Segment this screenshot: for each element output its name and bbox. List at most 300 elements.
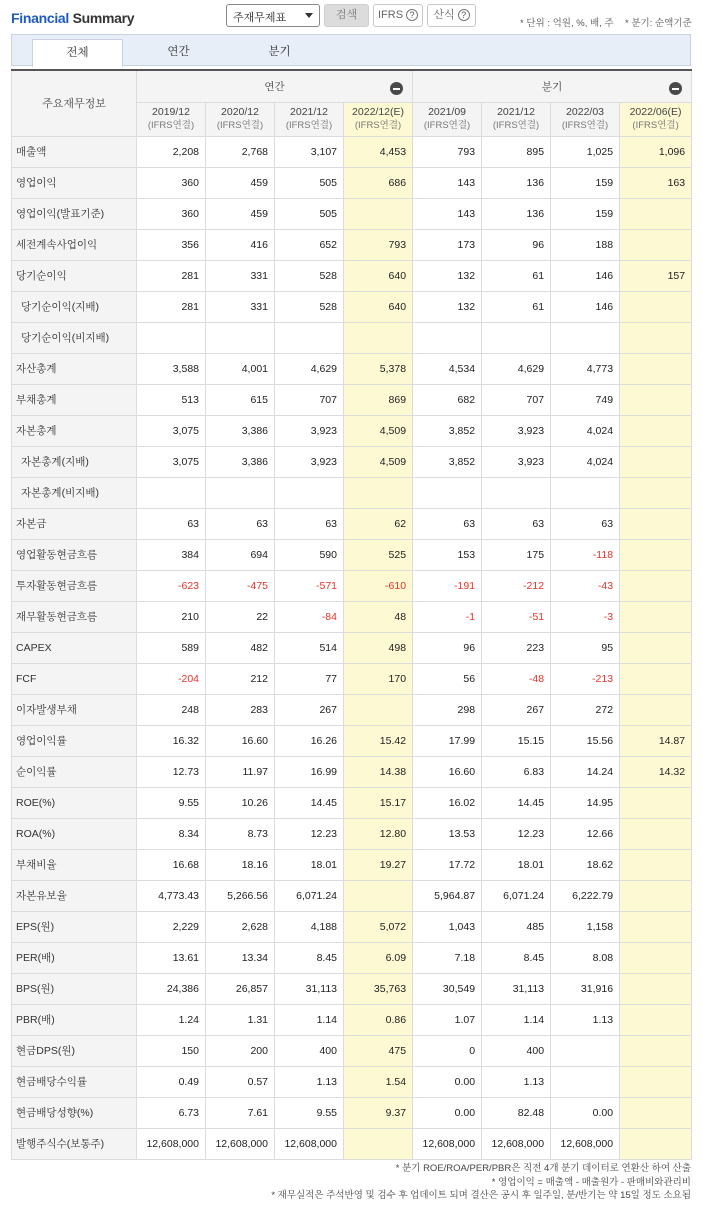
table-cell: 146 — [551, 291, 620, 322]
basis-label: (IFRS연결) — [561, 120, 609, 131]
table-cell: 1,096 — [620, 136, 692, 167]
table-cell: 159 — [551, 167, 620, 198]
table-cell: 3,852 — [413, 415, 482, 446]
row-label[interactable]: 이자발생부채 — [12, 694, 137, 725]
table-cell: 18.01 — [275, 849, 344, 880]
table-cell — [344, 880, 413, 911]
table-cell: 0.00 — [413, 1066, 482, 1097]
table-cell: 400 — [275, 1035, 344, 1066]
period-label: 2021/12 — [290, 106, 328, 118]
table-cell: 1,043 — [413, 911, 482, 942]
table-cell: -213 — [551, 663, 620, 694]
table-cell: 61 — [482, 291, 551, 322]
table-cell: 96 — [413, 632, 482, 663]
table-cell: 640 — [344, 291, 413, 322]
table-cell: -571 — [275, 570, 344, 601]
table-cell: 1.13 — [551, 1004, 620, 1035]
table-cell: 19.27 — [344, 849, 413, 880]
table-cell: 459 — [206, 198, 275, 229]
table-row — [12, 1066, 692, 1097]
row-label[interactable]: 당기순이익 — [12, 260, 137, 291]
table-cell: 8.45 — [482, 942, 551, 973]
table-cell: 170 — [344, 663, 413, 694]
basis-label: (IFRS연결) — [423, 120, 471, 131]
table-cell: 6,222.79 — [551, 880, 620, 911]
table-cell: 48 — [344, 601, 413, 632]
table-cell: 640 — [344, 260, 413, 291]
table-cell: 6.73 — [137, 1097, 206, 1128]
table-cell: -212 — [482, 570, 551, 601]
table-cell — [620, 849, 692, 880]
table-cell — [137, 477, 206, 508]
table-cell: 15.17 — [344, 787, 413, 818]
table-cell: 62 — [344, 508, 413, 539]
table-cell — [620, 942, 692, 973]
table-cell: 200 — [206, 1035, 275, 1066]
table-cell: 5,266.56 — [206, 880, 275, 911]
period-header — [482, 102, 551, 136]
title-financial: Financial — [11, 10, 69, 26]
table-row — [12, 880, 692, 911]
period-label: 2019/12 — [152, 106, 190, 118]
table-cell: 31,916 — [551, 973, 620, 1004]
table-cell: 4,509 — [344, 446, 413, 477]
table-cell — [620, 384, 692, 415]
row-label[interactable]: 영업이익 — [12, 167, 137, 198]
table-cell: 1.31 — [206, 1004, 275, 1035]
table-cell: 590 — [275, 539, 344, 570]
table-cell: 6,071.24 — [275, 880, 344, 911]
table-cell — [620, 446, 692, 477]
table-cell: 15.56 — [551, 725, 620, 756]
table-cell: 4,509 — [344, 415, 413, 446]
table-cell: 12.73 — [137, 756, 206, 787]
table-cell: 22 — [206, 601, 275, 632]
table-cell: 16.32 — [137, 725, 206, 756]
table-cell: 63 — [551, 508, 620, 539]
table-row — [12, 601, 692, 632]
table-row — [12, 725, 692, 756]
table-cell: 14.24 — [551, 756, 620, 787]
basis-label: (IFRS연결) — [216, 120, 264, 131]
table-cell: 12.66 — [551, 818, 620, 849]
table-row — [12, 384, 692, 415]
table-cell: 4,629 — [482, 353, 551, 384]
table-cell: 24,386 — [137, 973, 206, 1004]
table-cell: 4,773.43 — [137, 880, 206, 911]
table-cell — [275, 322, 344, 353]
table-cell: 283 — [206, 694, 275, 725]
table-row — [12, 942, 692, 973]
table-cell: 0.49 — [137, 1066, 206, 1097]
row-label[interactable]: 부채총계 — [12, 384, 137, 415]
period-header — [344, 102, 413, 136]
table-row — [12, 477, 692, 508]
table-cell: 175 — [482, 539, 551, 570]
table-cell: 749 — [551, 384, 620, 415]
table-row — [12, 136, 692, 167]
table-cell — [620, 477, 692, 508]
table-cell: 615 — [206, 384, 275, 415]
table-cell — [551, 1066, 620, 1097]
table-cell: 12,608,000 — [413, 1128, 482, 1159]
table-cell: 459 — [206, 167, 275, 198]
tab-annual[interactable]: 연간 — [167, 46, 190, 58]
table-cell: 3,075 — [137, 415, 206, 446]
table-cell: 4,024 — [551, 446, 620, 477]
table-cell: 1.14 — [482, 1004, 551, 1035]
table-cell: 793 — [413, 136, 482, 167]
table-cell: 18.62 — [551, 849, 620, 880]
table-cell: 4,534 — [413, 353, 482, 384]
table-cell: 525 — [344, 539, 413, 570]
table-cell — [620, 322, 692, 353]
table-cell: -1 — [413, 601, 482, 632]
collapse-quarter-icon[interactable] — [669, 82, 682, 95]
table-cell: 1.07 — [413, 1004, 482, 1035]
table-cell: 212 — [206, 663, 275, 694]
table-cell: 15.42 — [344, 725, 413, 756]
table-cell: 3,386 — [206, 446, 275, 477]
table-cell: 188 — [551, 229, 620, 260]
table-cell: 895 — [482, 136, 551, 167]
row-label[interactable]: 당기순이익(비지배) — [12, 322, 137, 353]
table-cell: 3,923 — [482, 446, 551, 477]
row-label[interactable]: 자본금 — [12, 508, 137, 539]
table-cell: 694 — [206, 539, 275, 570]
table-cell: 11.97 — [206, 756, 275, 787]
row-label[interactable]: 자본총계(지배) — [12, 446, 137, 477]
row-label[interactable]: EPS(원) — [12, 911, 137, 942]
table-cell: 12,608,000 — [206, 1128, 275, 1159]
period-tabs — [11, 34, 691, 66]
row-label[interactable]: 투자활동현금흐름 — [12, 570, 137, 601]
table-cell — [620, 1128, 692, 1159]
row-label[interactable]: 매출액 — [12, 136, 137, 167]
table-cell: 77 — [275, 663, 344, 694]
table-cell — [551, 322, 620, 353]
table-cell: 12.80 — [344, 818, 413, 849]
table-cell: 16.99 — [275, 756, 344, 787]
ifrs-help-button[interactable] — [373, 4, 423, 27]
table-cell: -610 — [344, 570, 413, 601]
table-cell: 14.87 — [620, 725, 692, 756]
table-cell: 96 — [482, 229, 551, 260]
table-cell: 12.23 — [275, 818, 344, 849]
table-row — [12, 291, 692, 322]
table-row — [12, 446, 692, 477]
table-cell: 17.72 — [413, 849, 482, 880]
table-cell: 589 — [137, 632, 206, 663]
table-cell: 12.23 — [482, 818, 551, 849]
table-cell: 13.34 — [206, 942, 275, 973]
row-label[interactable]: FCF — [12, 663, 137, 694]
table-cell — [275, 477, 344, 508]
table-cell: 0.00 — [413, 1097, 482, 1128]
table-cell: 12,608,000 — [482, 1128, 551, 1159]
table-cell — [344, 477, 413, 508]
table-cell — [620, 632, 692, 663]
table-cell: 682 — [413, 384, 482, 415]
table-cell: 146 — [551, 260, 620, 291]
row-label[interactable]: CAPEX — [12, 632, 137, 663]
table-cell — [620, 1004, 692, 1035]
table-cell: 360 — [137, 198, 206, 229]
table-cell: 3,386 — [206, 415, 275, 446]
table-cell: 16.60 — [413, 756, 482, 787]
row-label[interactable]: 재무활동현금흐름 — [12, 601, 137, 632]
row-label[interactable]: PBR(배) — [12, 1004, 137, 1035]
table-row — [12, 632, 692, 663]
table-row — [12, 167, 692, 198]
table-cell: 1.14 — [275, 1004, 344, 1035]
table-cell: 686 — [344, 167, 413, 198]
table-cell: 12,608,000 — [275, 1128, 344, 1159]
table-row — [12, 1128, 692, 1159]
table-row — [12, 1097, 692, 1128]
row-label[interactable]: ROA(%) — [12, 818, 137, 849]
period-header — [137, 102, 206, 136]
table-cell — [482, 322, 551, 353]
table-cell: 17.99 — [413, 725, 482, 756]
top-bar — [0, 0, 702, 34]
table-cell: -191 — [413, 570, 482, 601]
table-cell: -43 — [551, 570, 620, 601]
table-cell: 498 — [344, 632, 413, 663]
table-row — [12, 818, 692, 849]
table-cell: 2,768 — [206, 136, 275, 167]
table-cell — [620, 229, 692, 260]
table-cell: 869 — [344, 384, 413, 415]
period-label: 2022/03 — [566, 106, 605, 118]
row-label[interactable]: 자산총계 — [12, 353, 137, 384]
table-row — [12, 911, 692, 942]
table-cell — [413, 322, 482, 353]
table-cell: 16.26 — [275, 725, 344, 756]
table-row — [12, 198, 692, 229]
statement-select-value: 주재무제표 — [233, 12, 287, 24]
table-cell — [344, 1128, 413, 1159]
ifrs-label: IFRS — [377, 9, 404, 21]
unit-note: * 단위 : 억원, %, 배, 주 — [520, 18, 614, 29]
table-cell: 7.18 — [413, 942, 482, 973]
basis-label: (IFRS연결) — [632, 120, 679, 131]
table-cell: 12,608,000 — [137, 1128, 206, 1159]
quarter-group-label: 분기 — [541, 80, 563, 93]
table-row — [12, 508, 692, 539]
table-cell: 63 — [275, 508, 344, 539]
page-title — [11, 10, 134, 26]
table-cell: 6,071.24 — [482, 880, 551, 911]
row-label[interactable]: 자본유보율 — [12, 880, 137, 911]
table-cell: 31,113 — [275, 973, 344, 1004]
table-cell — [620, 911, 692, 942]
formula-help-button[interactable] — [427, 4, 476, 27]
table-row — [12, 787, 692, 818]
row-label[interactable]: PER(배) — [12, 942, 137, 973]
table-cell: 223 — [482, 632, 551, 663]
table-cell: 150 — [137, 1035, 206, 1066]
table-cell: 63 — [482, 508, 551, 539]
table-cell: 143 — [413, 198, 482, 229]
table-cell: 173 — [413, 229, 482, 260]
table-cell — [620, 539, 692, 570]
table-cell: 793 — [344, 229, 413, 260]
statement-select[interactable] — [226, 4, 320, 27]
table-cell — [620, 694, 692, 725]
quarter-group-header — [413, 70, 692, 102]
row-label[interactable]: 세전계속사업이익 — [12, 229, 137, 260]
row-label[interactable]: 영업이익(발표기준) — [12, 198, 137, 229]
table-cell — [620, 508, 692, 539]
table-cell: 15.15 — [482, 725, 551, 756]
table-cell: 13.61 — [137, 942, 206, 973]
search-button[interactable]: 검색 — [324, 4, 369, 27]
table-cell: 4,024 — [551, 415, 620, 446]
row-label[interactable]: 당기순이익(지배) — [12, 291, 137, 322]
row-label[interactable]: 현금배당수익률 — [12, 1066, 137, 1097]
title-summary: Summary — [72, 10, 135, 26]
table-cell: 384 — [137, 539, 206, 570]
corner-header: 주요재무정보 — [12, 70, 137, 136]
row-label[interactable]: 부채비율 — [12, 849, 137, 880]
table-cell — [344, 198, 413, 229]
table-cell: 14.45 — [275, 787, 344, 818]
row-label[interactable]: 영업이익률 — [12, 725, 137, 756]
table-cell: 16.68 — [137, 849, 206, 880]
tab-quarter[interactable]: 분기 — [268, 46, 291, 58]
table-cell: 360 — [137, 167, 206, 198]
table-cell — [620, 1066, 692, 1097]
table-cell: 4,001 — [206, 353, 275, 384]
table-cell: 132 — [413, 291, 482, 322]
table-cell: 3,588 — [137, 353, 206, 384]
table-cell: 14.32 — [620, 756, 692, 787]
table-cell: -48 — [482, 663, 551, 694]
table-cell: 143 — [413, 167, 482, 198]
table-cell: 3,852 — [413, 446, 482, 477]
table-cell: 514 — [275, 632, 344, 663]
period-label: 2020/12 — [221, 106, 259, 118]
table-cell: 63 — [413, 508, 482, 539]
period-label: 2021/09 — [428, 106, 467, 118]
table-cell — [620, 353, 692, 384]
table-cell — [620, 973, 692, 1004]
table-cell: 5,072 — [344, 911, 413, 942]
table-cell: 13.53 — [413, 818, 482, 849]
table-cell: 18.16 — [206, 849, 275, 880]
table-cell: 153 — [413, 539, 482, 570]
table-row — [12, 570, 692, 601]
table-cell: 485 — [482, 911, 551, 942]
table-cell: 400 — [482, 1035, 551, 1066]
table-cell: 9.55 — [275, 1097, 344, 1128]
basis-label: (IFRS연결) — [147, 120, 195, 131]
table-cell: 3,075 — [137, 446, 206, 477]
basis-label: (IFRS연결) — [492, 120, 540, 131]
table-cell: 281 — [137, 260, 206, 291]
table-cell: 3,107 — [275, 136, 344, 167]
table-cell: 157 — [620, 260, 692, 291]
table-cell: 10.26 — [206, 787, 275, 818]
table-cell: 6.09 — [344, 942, 413, 973]
table-cell — [206, 322, 275, 353]
row-label[interactable]: 자본총계(비지배) — [12, 477, 137, 508]
footnotes — [271, 1162, 691, 1203]
table-cell: 267 — [275, 694, 344, 725]
table-cell: 528 — [275, 291, 344, 322]
table-cell: 1.13 — [275, 1066, 344, 1097]
row-label[interactable]: 현금배당성향(%) — [12, 1097, 137, 1128]
row-label[interactable]: BPS(원) — [12, 973, 137, 1004]
period-header — [275, 102, 344, 136]
question-icon: ? — [406, 9, 418, 21]
row-label[interactable]: 현금DPS(원) — [12, 1035, 137, 1066]
table-cell — [551, 1035, 620, 1066]
table-cell: 4,188 — [275, 911, 344, 942]
table-cell: 1.54 — [344, 1066, 413, 1097]
table-cell: 31,113 — [482, 973, 551, 1004]
table-cell: 4,629 — [275, 353, 344, 384]
table-cell: 0 — [413, 1035, 482, 1066]
table-cell: 136 — [482, 198, 551, 229]
table-cell: 14.95 — [551, 787, 620, 818]
table-cell: 356 — [137, 229, 206, 260]
tab-all[interactable]: 전체 — [32, 39, 123, 67]
table-row — [12, 849, 692, 880]
table-cell: 14.38 — [344, 756, 413, 787]
table-cell — [620, 601, 692, 632]
table-cell: 416 — [206, 229, 275, 260]
table-cell: 136 — [482, 167, 551, 198]
table-cell: 528 — [275, 260, 344, 291]
period-header — [551, 102, 620, 136]
table-cell — [620, 415, 692, 446]
table-cell: -3 — [551, 601, 620, 632]
table-cell: 3,923 — [275, 446, 344, 477]
table-cell: 1,025 — [551, 136, 620, 167]
row-label[interactable]: 자본총계 — [12, 415, 137, 446]
table-row — [12, 353, 692, 384]
table-cell: 331 — [206, 260, 275, 291]
table-cell: -475 — [206, 570, 275, 601]
table-cell — [344, 322, 413, 353]
table-cell: 281 — [137, 291, 206, 322]
table-cell — [620, 570, 692, 601]
row-label[interactable]: 순이익률 — [12, 756, 137, 787]
row-label[interactable]: 발행주식수(보통주) — [12, 1128, 137, 1159]
row-label[interactable]: ROE(%) — [12, 787, 137, 818]
table-cell: 707 — [275, 384, 344, 415]
table-cell — [620, 1035, 692, 1066]
table-row — [12, 322, 692, 353]
collapse-annual-icon[interactable] — [390, 82, 403, 95]
table-cell — [482, 477, 551, 508]
table-cell — [620, 880, 692, 911]
row-label[interactable]: 영업활동현금흐름 — [12, 539, 137, 570]
basis-label: (IFRS연결) — [354, 120, 402, 131]
period-label: 2022/06(E) — [629, 106, 682, 118]
table-cell: 1,158 — [551, 911, 620, 942]
formula-label: 산식 — [433, 9, 455, 21]
table-cell: 30,549 — [413, 973, 482, 1004]
period-label: 2021/12 — [497, 106, 536, 118]
table-row — [12, 1035, 692, 1066]
table-cell: 8.08 — [551, 942, 620, 973]
table-cell — [620, 1097, 692, 1128]
table-cell: 0.57 — [206, 1066, 275, 1097]
table-cell: -51 — [482, 601, 551, 632]
